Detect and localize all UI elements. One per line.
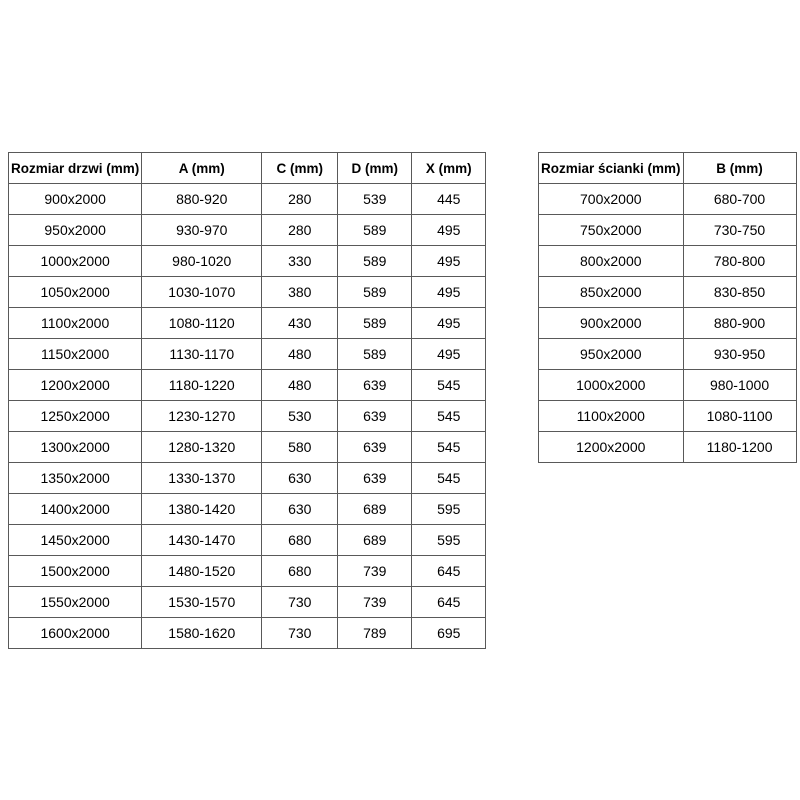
door-dimensions-table (8, 152, 486, 649)
table-cell: 980-1020 (142, 246, 262, 277)
table-cell: 680 (262, 525, 338, 556)
table-cell: 589 (338, 246, 412, 277)
table-cell: 330 (262, 246, 338, 277)
table-cell: 950x2000 (539, 339, 684, 370)
table-cell: 1450x2000 (9, 525, 142, 556)
column-header: Rozmiar drzwi (mm) (9, 153, 142, 184)
table-row (539, 432, 797, 463)
table-cell: 1130-1170 (142, 339, 262, 370)
column-header: A (mm) (142, 153, 262, 184)
table-cell: 689 (338, 525, 412, 556)
table-cell: 645 (412, 587, 486, 618)
table-cell: 1530-1570 (142, 587, 262, 618)
table-row (9, 494, 486, 525)
table-row (9, 339, 486, 370)
table-cell: 1280-1320 (142, 432, 262, 463)
table-cell: 695 (412, 618, 486, 649)
table-cell: 700x2000 (539, 184, 684, 215)
table-cell: 780-800 (683, 246, 796, 277)
table-row (9, 370, 486, 401)
table-cell: 1230-1270 (142, 401, 262, 432)
table-cell: 545 (412, 432, 486, 463)
table-cell: 1550x2000 (9, 587, 142, 618)
table-cell: 1480-1520 (142, 556, 262, 587)
table-cell: 1080-1100 (683, 401, 796, 432)
table-cell: 630 (262, 463, 338, 494)
table-cell: 589 (338, 308, 412, 339)
table-row (9, 215, 486, 246)
table-row (9, 184, 486, 215)
table-cell: 730 (262, 587, 338, 618)
table-cell: 639 (338, 401, 412, 432)
table-row (539, 246, 797, 277)
table-row (539, 277, 797, 308)
table-cell: 480 (262, 370, 338, 401)
column-header: Rozmiar ścianki (mm) (539, 153, 684, 184)
table-cell: 730-750 (683, 215, 796, 246)
table-cell: 589 (338, 339, 412, 370)
table-cell: 1580-1620 (142, 618, 262, 649)
table-row (9, 401, 486, 432)
header-row (9, 153, 486, 184)
table-cell: 1100x2000 (9, 308, 142, 339)
table-cell: 680 (262, 556, 338, 587)
table-cell: 1080-1120 (142, 308, 262, 339)
table-cell: 1250x2000 (9, 401, 142, 432)
header-row (539, 153, 797, 184)
table-cell: 539 (338, 184, 412, 215)
table-cell: 495 (412, 339, 486, 370)
table-cell: 950x2000 (9, 215, 142, 246)
table-cell: 595 (412, 494, 486, 525)
table-row (9, 556, 486, 587)
table-row (539, 370, 797, 401)
table-cell: 380 (262, 277, 338, 308)
table-row (539, 401, 797, 432)
table-cell: 280 (262, 215, 338, 246)
table-cell: 739 (338, 587, 412, 618)
table-row (9, 277, 486, 308)
table-cell: 1050x2000 (9, 277, 142, 308)
table-cell: 1600x2000 (9, 618, 142, 649)
table-row (9, 246, 486, 277)
table-cell: 1030-1070 (142, 277, 262, 308)
table-cell: 495 (412, 246, 486, 277)
table-cell: 789 (338, 618, 412, 649)
table-cell: 430 (262, 308, 338, 339)
table-cell: 1180-1200 (683, 432, 796, 463)
table-cell: 1150x2000 (9, 339, 142, 370)
column-header: B (mm) (683, 153, 796, 184)
table-row (9, 525, 486, 556)
table-cell: 1430-1470 (142, 525, 262, 556)
table-cell: 589 (338, 277, 412, 308)
column-header: X (mm) (412, 153, 486, 184)
table-cell: 750x2000 (539, 215, 684, 246)
table-cell: 545 (412, 370, 486, 401)
table-row (9, 463, 486, 494)
table-cell: 595 (412, 525, 486, 556)
table-cell: 930-950 (683, 339, 796, 370)
table-cell: 480 (262, 339, 338, 370)
table-cell: 830-850 (683, 277, 796, 308)
table-cell: 730 (262, 618, 338, 649)
table-cell: 445 (412, 184, 486, 215)
table-cell: 645 (412, 556, 486, 587)
table-cell: 1180-1220 (142, 370, 262, 401)
table-cell: 880-900 (683, 308, 796, 339)
table-row (9, 308, 486, 339)
table-row (9, 587, 486, 618)
table-cell: 545 (412, 463, 486, 494)
table-cell: 589 (338, 215, 412, 246)
table-cell: 1500x2000 (9, 556, 142, 587)
table-cell: 1380-1420 (142, 494, 262, 525)
wall-dimensions-table (538, 152, 797, 463)
table-cell: 880-920 (142, 184, 262, 215)
table-cell: 495 (412, 215, 486, 246)
table-row (539, 308, 797, 339)
table-cell: 639 (338, 463, 412, 494)
table-cell: 900x2000 (539, 308, 684, 339)
table-cell: 1100x2000 (539, 401, 684, 432)
column-header: D (mm) (338, 153, 412, 184)
table-cell: 495 (412, 277, 486, 308)
table-cell: 495 (412, 308, 486, 339)
column-header: C (mm) (262, 153, 338, 184)
table-cell: 1300x2000 (9, 432, 142, 463)
table-cell: 680-700 (683, 184, 796, 215)
table-cell: 580 (262, 432, 338, 463)
table-cell: 1200x2000 (9, 370, 142, 401)
table-cell: 800x2000 (539, 246, 684, 277)
table-row (539, 215, 797, 246)
table-cell: 530 (262, 401, 338, 432)
table-cell: 900x2000 (9, 184, 142, 215)
table-cell: 280 (262, 184, 338, 215)
table-cell: 545 (412, 401, 486, 432)
table-cell: 639 (338, 370, 412, 401)
table-cell: 630 (262, 494, 338, 525)
table-row (539, 339, 797, 370)
table-row (9, 432, 486, 463)
table-row (9, 618, 486, 649)
table-cell: 1330-1370 (142, 463, 262, 494)
table-cell: 980-1000 (683, 370, 796, 401)
table-cell: 639 (338, 432, 412, 463)
table-cell: 1000x2000 (9, 246, 142, 277)
table-cell: 1200x2000 (539, 432, 684, 463)
table-cell: 739 (338, 556, 412, 587)
table-cell: 1400x2000 (9, 494, 142, 525)
table-cell: 689 (338, 494, 412, 525)
table-cell: 930-970 (142, 215, 262, 246)
table-row (539, 184, 797, 215)
table-cell: 1350x2000 (9, 463, 142, 494)
table-cell: 850x2000 (539, 277, 684, 308)
table-cell: 1000x2000 (539, 370, 684, 401)
